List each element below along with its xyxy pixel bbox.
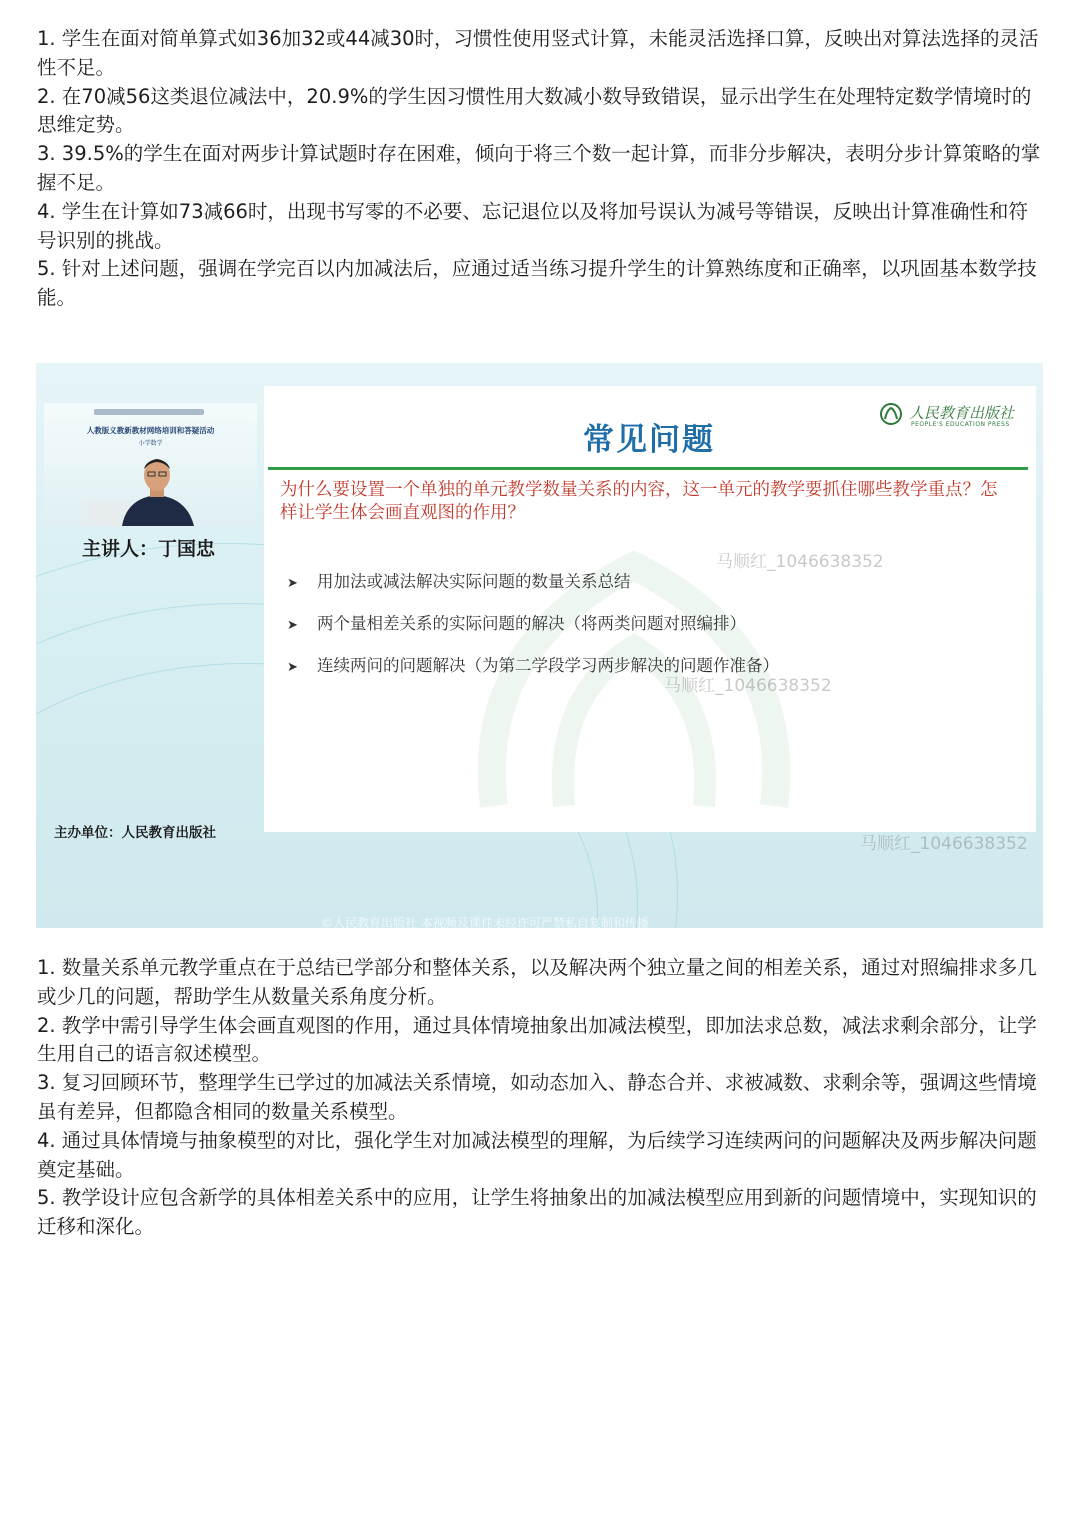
event-banner: 人教版义教新教材网络培训和答疑活动 (86, 426, 215, 435)
speaker-name: 主讲人：丁国忠 (82, 538, 216, 560)
note-item: 1. 学生在面对简单算式如36加32或44减30时，习惯性使用竖式计算，未能灵活选择口算，反映出对算法选择的灵活性不足。 (37, 27, 1039, 79)
note-item: 3. 复习回顾环节，整理学生已学过的加减法关系情境，如动态加入、静态合并、求被减数、求剩余等，强调这些情境虽有差异，但都隐含相同的数量关系模型。 (37, 1071, 1037, 1123)
watermark: 马顺红_1046638352 (860, 834, 1028, 854)
presentation-slide (264, 386, 1036, 854)
note-item: 4. 学生在计算如73减66时，出现书写零的不必要、忘记退位以及将加号误认为减号等错误，反映出计算准确性和符号识别的挑战。 (37, 199, 1028, 252)
watermark: 马顺红_1046638352 (716, 552, 884, 572)
speaker-video (44, 403, 257, 526)
title-divider (268, 467, 1028, 470)
speaker-avatar (82, 453, 232, 526)
note-item: 5. 针对上述问题，强调在学完百以内加减法后，应通过适当练习提升学生的计算熟练度和正确率，以巩固基本数学技能。 (37, 257, 1037, 310)
bullet-text: 连续两问的问题解决（为第二学段学习两步解决的问题作准备） (317, 656, 779, 675)
bullet-text: 用加法或减法解决实际问题的数量关系总结 (317, 572, 631, 591)
slide-title: 常见问题 (583, 422, 715, 458)
publisher-name-en: PEOPLE'S EDUCATION PRESS (911, 421, 1010, 428)
note-item: 3. 39.5%的学生在面对两步计算试题时存在困难，倾向于将三个数一起计算，而非分步解决，表明分步计算策略的掌握不足。 (37, 142, 1041, 194)
slide-bullet (287, 610, 746, 634)
copyright-footer: ©人民教育出版社 本视频及课件未经许可严禁私自复制和传播 (321, 916, 649, 928)
arrow-bullet-icon: ➤ (287, 618, 298, 633)
host-label: 主办单位：人民教育出版社 (54, 825, 216, 841)
note-item: 4. 通过具体情境与抽象模型的对比，强化学生对加减法模型的理解，为后续学习连续两问的问题解决及两步解决问题奠定基础。 (37, 1128, 1037, 1181)
watermark: 马顺红_1046638352 (664, 676, 832, 696)
notes-bottom (37, 954, 1047, 1242)
event-subject: 小学数学 (138, 440, 163, 447)
bullet-text: 两个量相差关系的实际问题的解决（将两类问题对照编排） (317, 614, 746, 633)
note-item: 5. 教学设计应包含新学的具体相差关系中的应用，让学生将抽象出的加减法模型应用到新的问题情境中，实现知识的迁移和深化。 (37, 1186, 1037, 1239)
note-item: 2. 在70减56这类退位减法中，20.9%的学生因习惯性用大数减小数导致错误，显示出学生在处理特定数学情境时的思维定势。 (37, 84, 1032, 137)
arrow-bullet-icon: ➤ (287, 660, 298, 675)
publisher-name-cn: 人民教育出版社 (909, 404, 1015, 422)
slide-bullet (287, 568, 631, 592)
note-item: 1. 数量关系单元教学重点在于总结已学部分和整体关系，以及解决两个独立量之间的相差关系，通过对照编排求多几或少几的问题，帮助学生从数量关系角度分析。 (37, 956, 1037, 1008)
arrow-bullet-icon: ➤ (287, 576, 298, 591)
note-item: 2. 教学中需引导学生体会画直观图的作用，通过具体情境抽象出加减法模型，即加法求总数，减法求剩余部分，让学生用自己的语言叙述模型。 (37, 1013, 1037, 1066)
notes-top (37, 25, 1047, 313)
slide-question: 为什么要设置一个单独的单元教学数量关系的内容，这一单元的教学要抓住哪些教学重点？怎样让学生体会画直观图的作用？ (280, 480, 998, 523)
lecture-screenshot (36, 363, 1043, 928)
pep-mini-logo (94, 409, 204, 415)
